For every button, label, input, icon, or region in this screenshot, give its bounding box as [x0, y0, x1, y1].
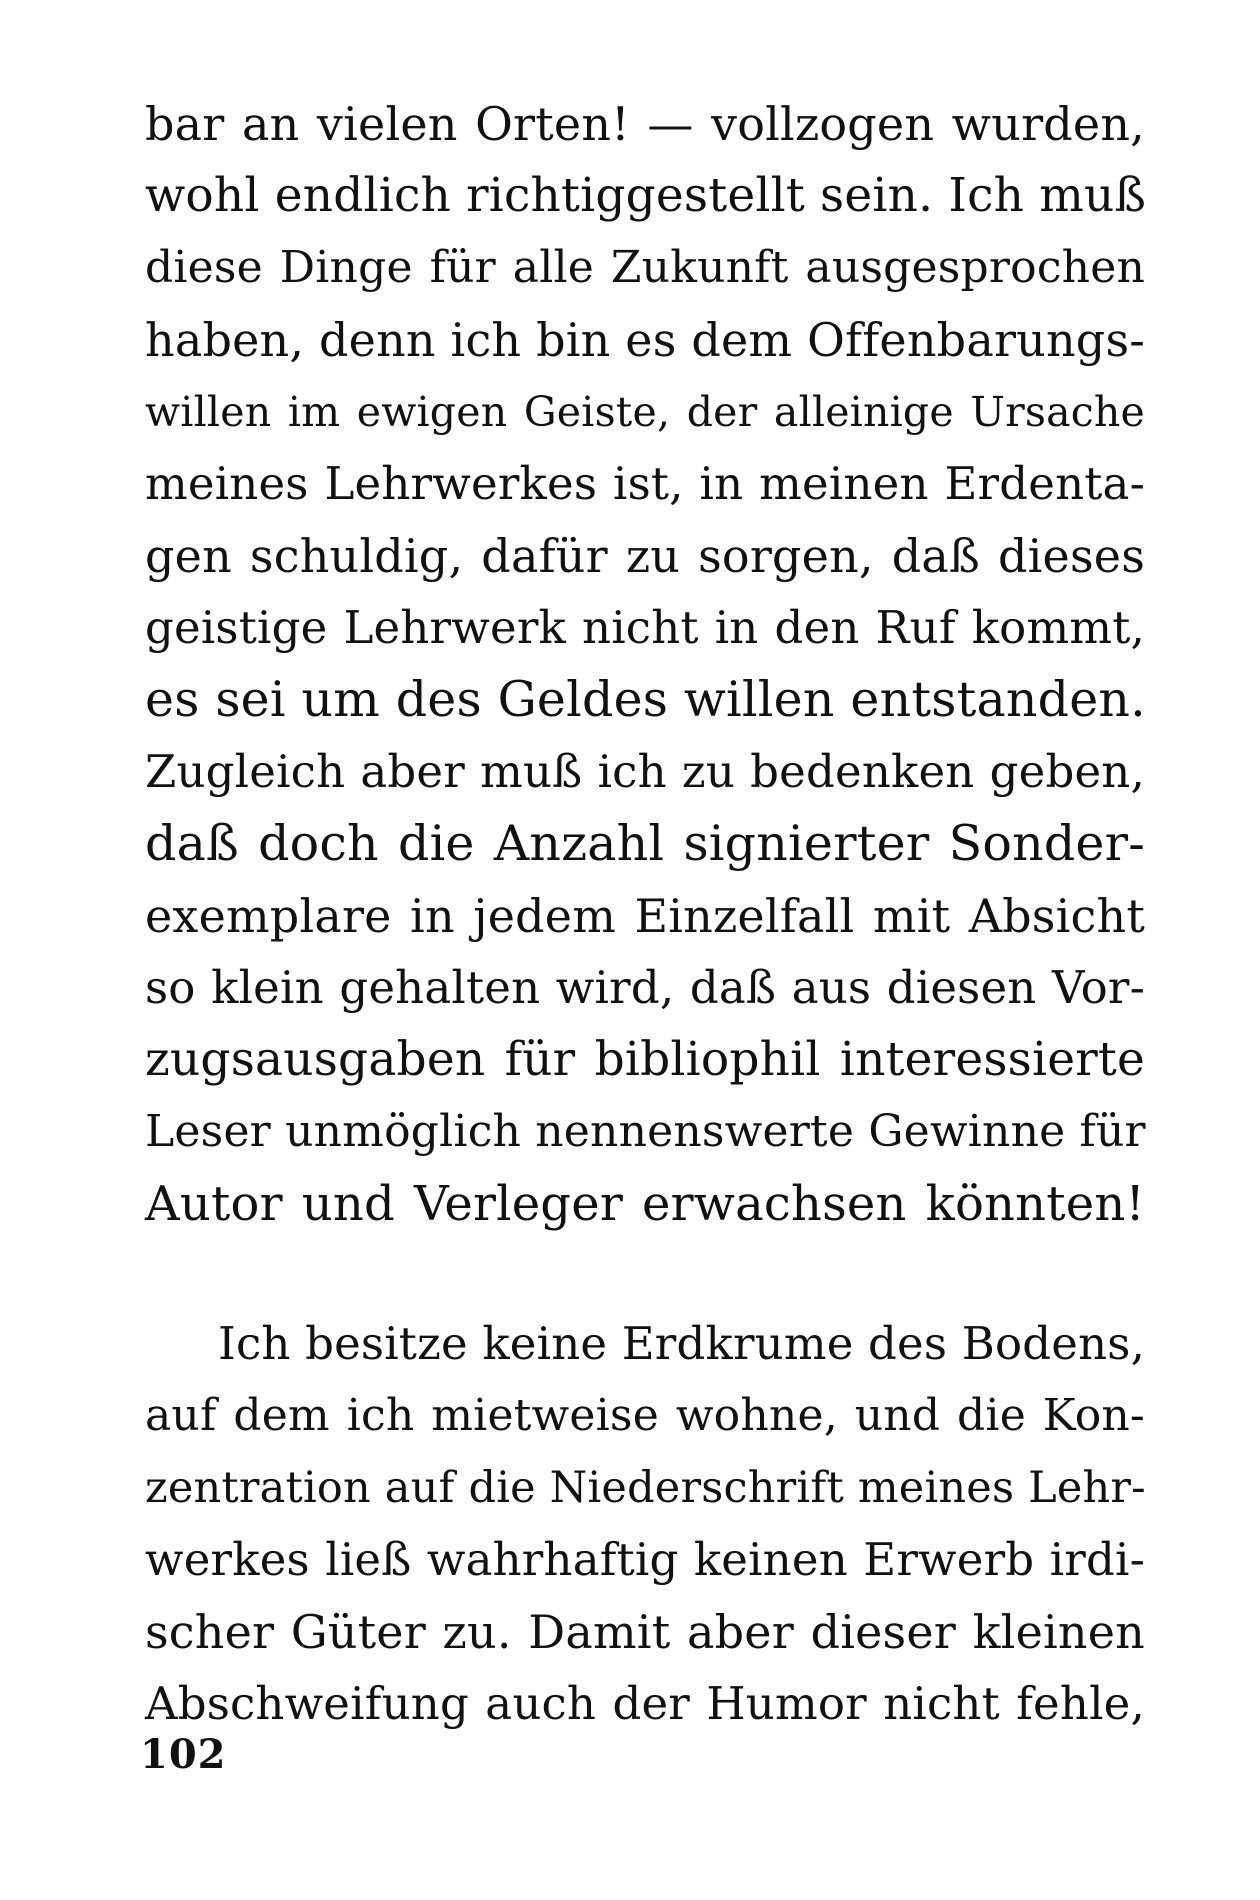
text-line: bar an vielen Orten! — vollzogen wurden, [145, 97, 1145, 151]
text-line: zentration auf die Niederschrift meines Lehr- [145, 1463, 1146, 1513]
text-line: Leser unmöglich nennenswerte Gewinne für [145, 1106, 1146, 1157]
text-line: wohl endlich richtiggestellt sein. Ich muß [145, 168, 1147, 223]
page-number: 102 [140, 1731, 227, 1778]
text-line: es sei um des Geldes willen entstanden. [145, 671, 1146, 728]
text-line: diese Dinge für alle Zukunft ausgesprochen [145, 242, 1145, 293]
text-line: zugsausgaben für bibliophil interessierte [145, 1032, 1145, 1087]
text-line: so klein gehalten wird, daß aus diesen Vor- [145, 961, 1145, 1014]
text-line: werkes ließ wahrhaftig keinen Erwerb irdi- [145, 1533, 1145, 1586]
text-line: daß doch die Anzahl signierter Sonder- [145, 815, 1145, 872]
text-line: Zugleich aber muß ich zu bedenken geben, [145, 745, 1145, 798]
text-line: Ich besitze keine Erdkrume des Bodens, [218, 1317, 1146, 1370]
text-line: haben, denn ich bin es dem Offenbarungs- [145, 313, 1145, 367]
text-line: meines Lehrwerkes ist, in meinen Erdenta- [145, 457, 1145, 510]
text-line: Autor und Verleger erwachsen könnten! [145, 1176, 1145, 1232]
text-line: gen schuldig, dafür zu sorgen, daß dieses [145, 529, 1145, 583]
text-line: exemplare in jedem Einzelfall mit Absicht [145, 889, 1145, 943]
text-line: auf dem ich mietweise wohne, und die Kon- [145, 1390, 1145, 1441]
text-line: scher Güter zu. Damit aber dieser kleinen [145, 1605, 1145, 1659]
text-line: geistige Lehrwerk nicht in den Ruf kommt, [145, 601, 1145, 654]
text-line: Abschweifung auch der Humor nicht fehle, [145, 1677, 1145, 1730]
text-line: willen im ewigen Geiste, der alleinige Ursache [145, 388, 1145, 436]
